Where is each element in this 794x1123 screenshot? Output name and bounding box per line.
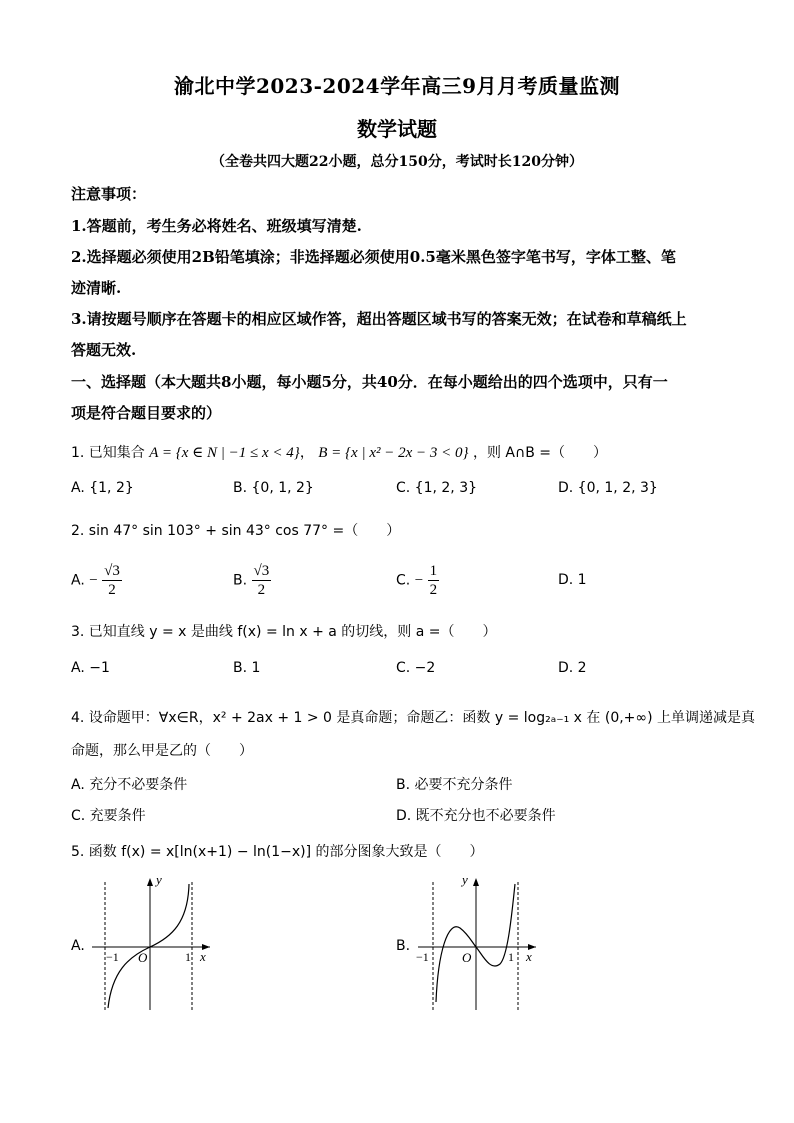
subject-title: 数学试题	[357, 117, 437, 141]
question-2-option-c[interactable]	[396, 562, 439, 599]
question-5-option-b-label[interactable]: B.	[396, 938, 411, 954]
fraction	[252, 562, 272, 599]
note-3-cont: 答题无效.	[71, 341, 137, 359]
fraction	[102, 562, 122, 599]
denominator: 2	[108, 582, 116, 598]
y-label: y	[156, 872, 162, 887]
question-2-option-b[interactable]	[233, 562, 271, 599]
question-3-stem: 3. 已知直线 y = x 是曲线 f(x) = ln x + a 的切线，则 a =（ ）	[71, 624, 497, 640]
section-1-heading-cont: 项是符合题目要求的）	[71, 404, 222, 422]
question-3-option-a[interactable]: A. −1	[71, 660, 110, 676]
x-label: x	[200, 949, 206, 964]
question-1-option-b[interactable]: B. {0, 1, 2}	[233, 480, 314, 496]
question-3-option-b[interactable]: B. 1	[233, 660, 261, 676]
question-3-option-d[interactable]: D. 2	[558, 660, 587, 676]
note-2: 2.选择题必须使用2B铅笔填涂；非选择题必须使用0.5毫米黑色签字笔书写，字体工整、笔	[71, 248, 676, 266]
question-1-option-d[interactable]: D. {0, 1, 2, 3}	[558, 480, 658, 496]
question-3-option-c[interactable]: C. −2	[396, 660, 436, 676]
question-4-option-b[interactable]: B. 必要不充分条件	[396, 777, 513, 793]
note-3: 3.请按题号顺序在答题卡的相应区域作答，超出答题区域书写的答案无效；在试卷和草稿纸上	[71, 310, 687, 328]
question-4-option-a[interactable]: A. 充分不必要条件	[71, 777, 188, 793]
question-1-prefix: 1. 已知集合	[71, 445, 145, 461]
question-4-option-d[interactable]: D. 既不充分也不必要条件	[396, 808, 556, 824]
question-4-stem-cont: 命题，那么甲是乙的（ ）	[71, 743, 253, 759]
fraction	[428, 562, 440, 599]
origin-label: O	[138, 950, 148, 965]
note-2-cont: 迹清晰.	[71, 279, 122, 297]
y-axis-arrow	[473, 878, 479, 886]
question-1-option-c[interactable]: C. {1, 2, 3}	[396, 480, 478, 496]
minus-sign: −	[89, 572, 98, 589]
numerator: √3	[253, 563, 270, 579]
curve-a	[108, 884, 189, 1008]
origin-label: O	[462, 950, 472, 965]
question-5-graph-a[interactable]	[88, 872, 218, 1012]
question-1-set-b: B = {x | x² − 2x − 3 < 0}	[318, 445, 469, 461]
option-label: B.	[233, 572, 248, 589]
question-1-set-a: A = {x ∈ N | −1 ≤ x < 4}	[149, 445, 300, 461]
option-label: A.	[71, 572, 85, 589]
one-label: 1	[185, 950, 191, 964]
question-4-option-c[interactable]: C. 充要条件	[71, 808, 146, 824]
y-label: y	[462, 872, 468, 887]
numerator: √3	[104, 563, 120, 579]
neg-one-label: −1	[106, 950, 119, 964]
option-label: C.	[396, 572, 411, 589]
question-1-tail: ，则 A∩B =（ ）	[472, 445, 608, 461]
x-label: x	[526, 949, 532, 964]
neg-one-label: −1	[416, 950, 429, 964]
question-2-option-a[interactable]	[71, 562, 122, 599]
question-2-stem: 2. sin 47° sin 103° + sin 43° cos 77° =（ ）	[71, 523, 401, 539]
section-1-heading: 一、选择题（本大题共8小题，每小题5分，共40分．在每小题给出的四个选项中，只有一	[71, 373, 668, 391]
notes-heading: 注意事项：	[71, 185, 147, 203]
exam-info: （全卷共四大题22小题，总分150分，考试时长120分钟）	[211, 154, 583, 170]
y-axis-arrow	[147, 878, 153, 886]
question-4-stem: 4. 设命题甲：∀x∈R，x² + 2ax + 1 > 0 是真命题；命题乙：函数 y = log₂ₐ₋₁ x 在 (0,+∞) 上单调递减是真	[71, 710, 755, 726]
question-2-option-d[interactable]: D. 1	[558, 572, 587, 588]
question-1-option-a[interactable]: A. {1, 2}	[71, 480, 134, 496]
question-5-option-a-label[interactable]: A.	[71, 938, 85, 954]
minus-sign: −	[414, 572, 424, 589]
one-label: 1	[508, 950, 514, 964]
question-5-stem: 5. 函数 f(x) = x[ln(x+1) − ln(1−x)] 的部分图象大致是（ ）	[71, 844, 484, 860]
note-1: 1.答题前，考生务必将姓名、班级填写清楚.	[71, 217, 362, 235]
denominator: 2	[429, 582, 438, 598]
exam-title: 渝北中学2023-2024学年高三9月月考质量监测	[173, 74, 621, 98]
question-5-graph-b[interactable]	[414, 872, 544, 1012]
numerator: 1	[429, 563, 438, 579]
denominator: 2	[257, 582, 266, 598]
question-1-stem: 1. 已知集合 A = {x ∈ N | −1 ≤ x < 4}， B = {x | x² − 2x − 3 < 0} ，则 A∩B =（ ）	[71, 445, 608, 461]
